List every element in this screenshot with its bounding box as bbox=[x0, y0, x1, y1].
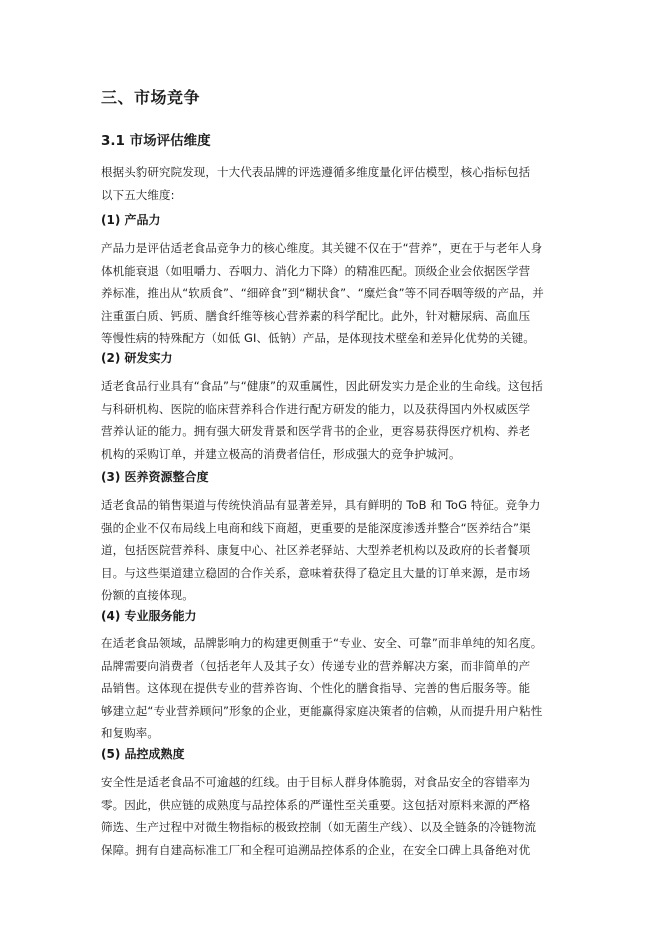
dimension-heading-product: (1) 产品力 bbox=[101, 213, 161, 227]
paragraph-line: 目。与这些渠道建立稳固的合作关系，意味着获得了稳定且大量的订单来源，是市场 bbox=[101, 565, 531, 580]
paragraph-line: 品牌需要向消费者（包括老年人及其子女）传递专业的营养解决方案，而非简单的产 bbox=[101, 658, 531, 673]
paragraph-line: 适老食品行业具有“食品”与“健康”的双重属性，因此研发实力是企业的生命线。这包括 bbox=[101, 379, 543, 393]
paragraph-line: 品销售。这体现在提供专业的营养咨询、个性化的膳食指导、完善的售后服务等。能 bbox=[101, 681, 531, 696]
subsection-title: 3.1 市场评估维度 bbox=[101, 133, 211, 149]
dimension-heading-resources: (3) 医养资源整合度 bbox=[101, 470, 209, 484]
paragraph-line: 根据头豹研究院发现，十大代表品牌的评选遵循多维度量化评估模型，核心指标包括 bbox=[101, 165, 531, 179]
paragraph-line: 注重蛋白质、钙质、膳食纤维等核心营养素的科学配比。此外，针对糖尿病、高血压 bbox=[101, 308, 531, 323]
paragraph-line: 零。因此，供应链的成熟度与品控体系的严谨性至关重要。这包括对原料来源的严格 bbox=[101, 797, 531, 812]
paragraph-line: 份额的直接体现。 bbox=[101, 588, 194, 603]
dimension-paragraph-resources bbox=[101, 494, 563, 607]
paragraph-line: 适老食品的销售渠道与传统快消品有显著差异，具有鲜明的 ToB 和 ToG 特征。竞争力 bbox=[101, 498, 541, 512]
paragraph-line: 在适老食品领域，品牌影响力的构建更侧重于“专业、安全、可靠”而非单纯的知名度。 bbox=[101, 636, 543, 650]
paragraph-line: 营养认证的能力。拥有强大研发背景和医学背书的企业，更容易获得医疗机构、养老 bbox=[101, 424, 531, 439]
paragraph-line: 够建立起“专业营养顾问”形象的企业，更能赢得家庭决策者的信赖，从而提升用户粘性 bbox=[101, 703, 543, 718]
dimension-heading-service: (4) 专业服务能力 bbox=[101, 609, 197, 623]
paragraph-line: 养标准，推出从“软质食”、“细碎食”到“糊状食”、“糜烂食”等不同吞咽等级的产品，并 bbox=[101, 286, 544, 301]
intro-paragraph bbox=[101, 161, 563, 206]
dimension-heading-quality: (5) 品控成熟度 bbox=[101, 747, 185, 761]
section-title: 三、市场竞争 bbox=[101, 88, 201, 107]
paragraph-line: 保障。拥有自建高标准工厂和全程可追溯品控体系的企业，在安全口碑上具备绝对优 bbox=[101, 842, 531, 857]
paragraph-line: 筛选、生产过程中对微生物指标的极致控制（如无菌生产线）、以及全链条的冷链物流 bbox=[101, 820, 537, 835]
paragraph-line: 以下五大维度: bbox=[101, 187, 175, 202]
paragraph-line: 产品力是评估适老食品竞争力的核心维度。其关键不仅在于“营养”，更在于与老年人身 bbox=[101, 241, 543, 255]
dimension-heading-rnd: (2) 研发实力 bbox=[101, 351, 173, 365]
paragraph-line: 机构的采购订单，并建立极高的消费者信任，形成强大的竞争护城河。 bbox=[101, 446, 461, 461]
paragraph-line: 与科研机构、医院的临床营养科合作进行配方研发的能力，以及获得国内外权威医学 bbox=[101, 401, 531, 416]
paragraph-line: 和复购率。 bbox=[101, 726, 159, 741]
dimension-paragraph-product bbox=[101, 237, 563, 350]
paragraph-line: 道，包括医院营养科、康复中心、社区养老驿站、大型养老机构以及政府的长者餐项 bbox=[101, 543, 531, 558]
paragraph-line: 体机能衰退（如咀嚼力、吞咽力、消化力下降）的精准匹配。顶级企业会依据医学营 bbox=[101, 263, 531, 278]
dimension-paragraph-quality bbox=[101, 771, 563, 861]
paragraph-line: 强的企业不仅布局线上电商和线下商超，更重要的是能深度渗透并整合“医养结合”渠 bbox=[101, 520, 531, 535]
dimension-paragraph-service bbox=[101, 632, 563, 745]
dimension-paragraph-rnd bbox=[101, 375, 563, 465]
paragraph-line: 安全性是适老食品不可逾越的红线。由于目标人群身体脆弱，对食品安全的容错率为 bbox=[101, 775, 531, 789]
paragraph-line: 等慢性病的特殊配方（如低 GI、低钠）产品，是体现技术壁垒和差异化优势的关键。 bbox=[101, 331, 535, 346]
